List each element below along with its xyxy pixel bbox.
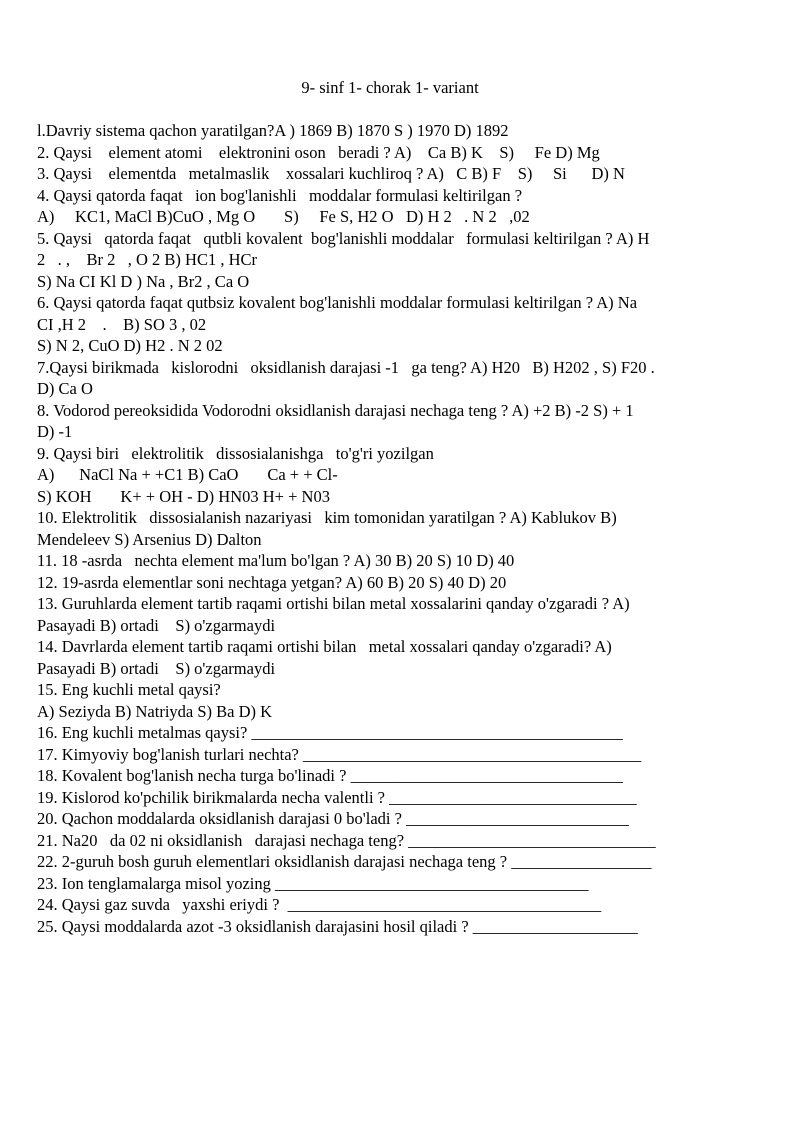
fill-in-question-line: 16. Eng kuchli metalmas qaysi? _____________________________________________ xyxy=(37,723,623,742)
question-line: 5. Qaysi qatorda faqat qutbli kovalent bog'lanishli moddalar formulasi keltirilgan ? A) H xyxy=(37,228,650,248)
question-line: 10. Elektrolitik dissosialanish nazariyasi kim tomonidan yaratilgan ? A) Kablukov B) xyxy=(37,508,617,527)
answer-options-line: Pasayadi B) ortadi S) o'zgarmaydi xyxy=(37,658,276,678)
question-line: 13. Guruhlarda element tartib raqami ortishi bilan metal xossalarini qanday o'zgaradi ? A) xyxy=(37,594,630,613)
question-line: 6. Qaysi qatorda faqat qutbsiz kovalent bog'lanishli moddalar formulasi keltirilgan ? A) Na xyxy=(37,293,638,312)
question-line: 15. Eng kuchli metal qaysi? xyxy=(37,680,221,699)
answer-options-line: A) NaCl Na + +C1 B) CaO Ca + + Cl- xyxy=(37,465,338,484)
answer-options-line: D) -1 xyxy=(37,422,73,441)
fill-in-question-line: 17. Kimyoviy bog'lanish turlari nechta? _________________________________________ xyxy=(37,744,642,764)
question-line: 9. Qaysi biri elektrolitik dissosialanishga to'g'ri yozilgan xyxy=(37,443,434,463)
fill-in-question-line: 18. Kovalent bog'lanish necha turga bo'linadi ? _________________________________ xyxy=(37,766,623,785)
answer-options-line: S) KOH K+ + OH - D) HN03 H+ + N03 xyxy=(37,486,330,506)
question-line: 4. Qaysi qatorda faqat ion bog'lanishli moddalar formulasi keltirilgan ? xyxy=(37,185,523,205)
question-line: 14. Davrlarda element tartib raqami ortishi bilan metal xossalari qanday o'zgaradi? A) xyxy=(37,637,612,656)
fill-in-question-line: 23. Ion tenglamalarga misol yozing ______________________________________ xyxy=(37,873,589,893)
fill-in-question-line: 19. Kislorod ko'pchilik birikmalarda necha valentli ? ______________________________ xyxy=(37,787,637,807)
answer-options-line: Mendeleev S) Arsenius D) Dalton xyxy=(37,529,262,549)
answer-options-line: 2 . , Br 2 , O 2 B) HC1 , HCr xyxy=(37,250,258,269)
answer-options-line: A) Seziyda B) Natriyda S) Ba D) K xyxy=(37,701,273,721)
answer-options-line: S) N 2, CuO D) H2 . N 2 02 xyxy=(37,336,223,355)
answer-options-line: A) KC1, MaCl B)CuO , Mg O S) Fe S, H2 O D) H 2 . N 2 ,02 xyxy=(37,207,530,226)
answer-options-line: D) Ca O xyxy=(37,379,93,398)
fill-in-question-line: 20. Qachon moddalarda oksidlanish darajasi 0 bo'ladi ? ___________________________ xyxy=(37,809,629,828)
question-line: 12. 19-asrda elementlar soni nechtaga yetgan? A) 60 B) 20 S) 40 D) 20 xyxy=(37,572,507,592)
fill-in-question-line: 25. Qaysi moddalarda azot -3 oksidlanish darajasini hosil qiladi ? ____________________ xyxy=(37,916,638,936)
answer-options-line: CI ,H 2 . B) SO 3 , 02 xyxy=(37,314,207,334)
fill-in-question-line: 22. 2-guruh bosh guruh elementlari oksidlanish darajasi nechaga teng ? _________________ xyxy=(37,852,652,871)
answer-options-line: Pasayadi B) ortadi S) o'zgarmaydi xyxy=(37,615,276,635)
question-line: 11. 18 -asrda nechta element ma'lum bo'lgan ? A) 30 B) 20 S) 10 D) 40 xyxy=(37,551,515,570)
question-line: 7.Qaysi birikmada kislorodni oksidlanish darajasi -1 ga teng? A) H20 B) H202 , S) F20 . xyxy=(37,357,655,377)
fill-in-question-line: 21. Na20 da 02 ni oksidlanish darajasi nechaga teng? ______________________________ xyxy=(37,830,656,850)
page-title: 9- sinf 1- chorak 1- variant xyxy=(301,78,479,97)
question-line: l.Davriy sistema qachon yaratilgan?A ) 1869 B) 1870 S ) 1970 D) 1892 xyxy=(37,121,509,140)
question-line: 2. Qaysi element atomi elektronini oson beradi ? A) Ca B) K S) Fe D) Mg xyxy=(37,142,600,162)
question-line: 3. Qaysi elementda metalmaslik xossalari kuchliroq ? A) C B) F S) Si D) N xyxy=(37,164,625,183)
questions-list xyxy=(37,120,767,937)
question-line: 8. Vodorod pereoksidida Vodorodni oksidlanish darajasi nechaga teng ? A) +2 B) -2 S) + 1 xyxy=(37,400,634,420)
fill-in-question-line: 24. Qaysi gaz suvda yaxshi eriydi ? ______________________________________ xyxy=(37,895,602,914)
answer-options-line: S) Na CI Kl D ) Na , Br2 , Ca O xyxy=(37,271,250,291)
